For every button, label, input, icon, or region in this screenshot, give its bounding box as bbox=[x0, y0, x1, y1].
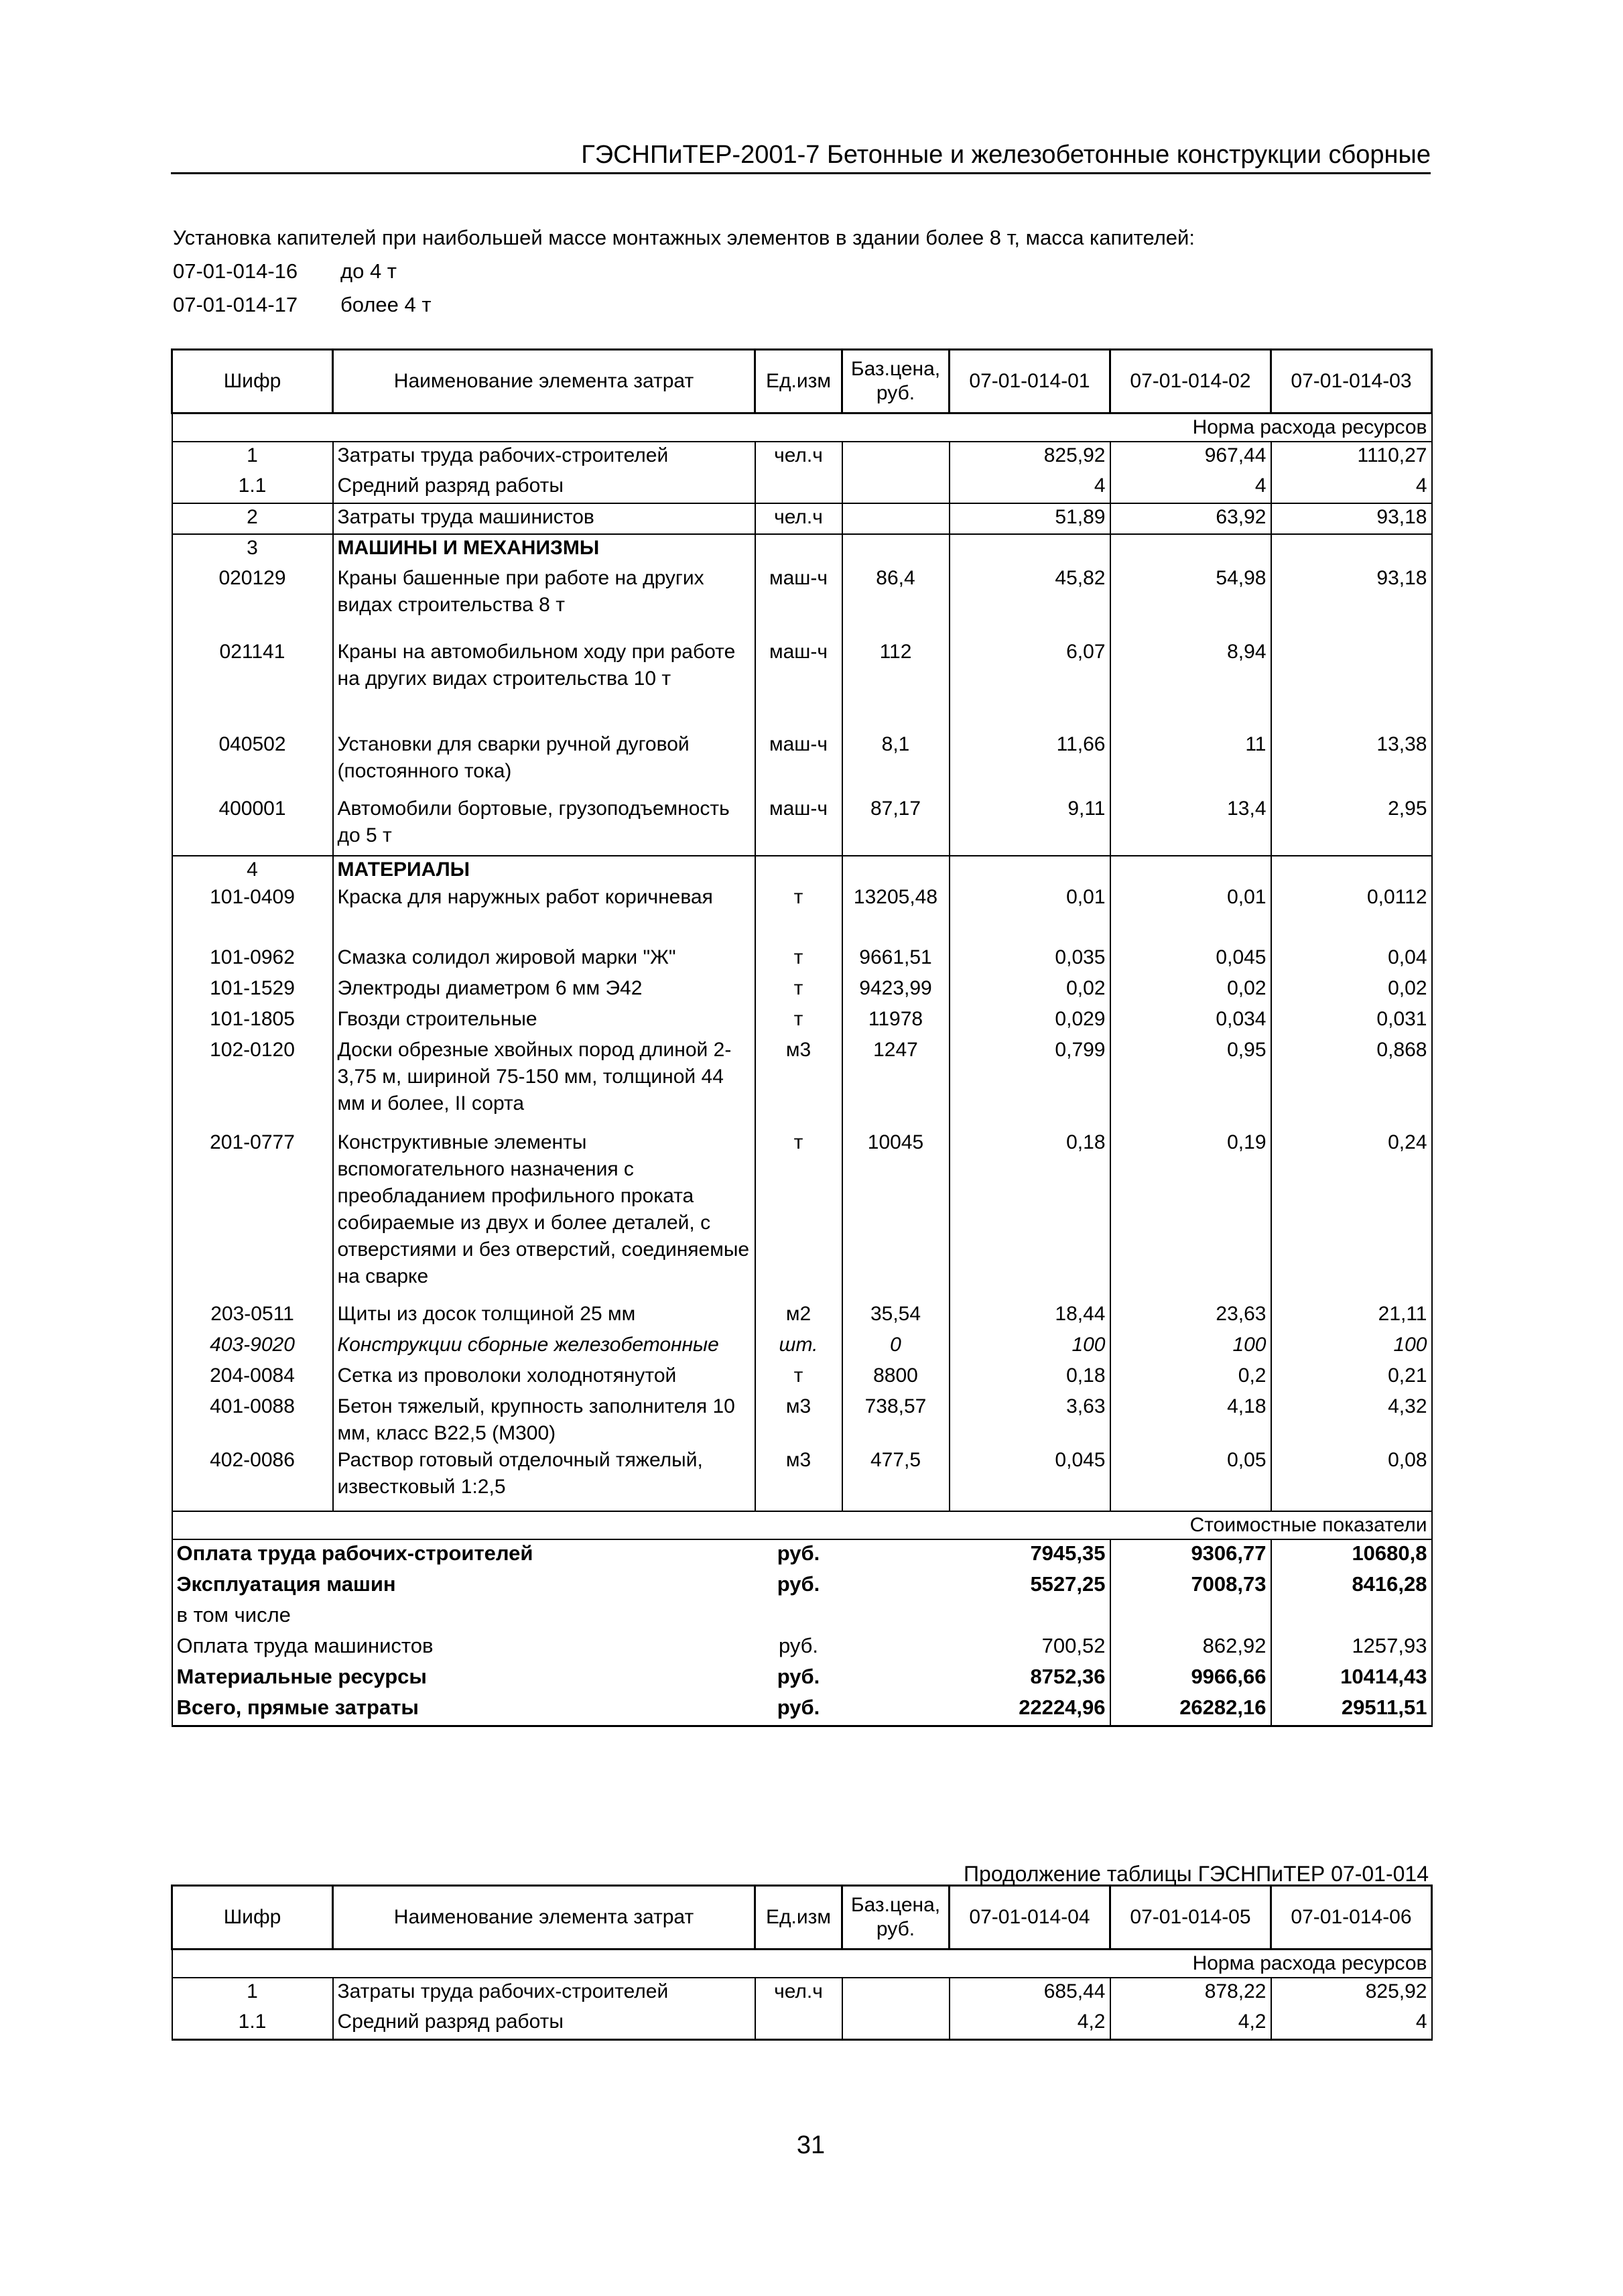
row-value bbox=[1271, 856, 1432, 884]
stoimost-label: Стоимостные показатели bbox=[172, 1511, 1432, 1539]
col-header: 07-01-014-01 bbox=[950, 350, 1110, 413]
norms-table bbox=[171, 348, 1433, 1727]
row-value: 54,98 bbox=[1110, 565, 1271, 639]
table-row bbox=[172, 639, 1432, 731]
row-unit bbox=[755, 856, 842, 884]
row-unit: м3 bbox=[755, 1037, 842, 1129]
page-number: 31 bbox=[796, 2131, 826, 2159]
row-value: 0,034 bbox=[1110, 1006, 1271, 1037]
col-header: Ед.изм bbox=[755, 350, 842, 413]
row-code: 402-0086 bbox=[172, 1447, 333, 1511]
row-value: 0,2 bbox=[1110, 1362, 1271, 1393]
table-row bbox=[172, 944, 1432, 975]
row-code: 020129 bbox=[172, 565, 333, 639]
norma-label: Норма расхода ресурсов bbox=[172, 413, 1432, 442]
row-price bbox=[842, 1978, 950, 2008]
row-price: 35,54 bbox=[842, 1301, 950, 1332]
row-value bbox=[1271, 639, 1432, 731]
row-value: 0,045 bbox=[1110, 944, 1271, 975]
row-value: 51,89 bbox=[950, 503, 1110, 534]
row-name: Установки для сварки ручной дуговой (постоянного тока) bbox=[333, 731, 755, 795]
summary-price bbox=[842, 1571, 950, 1602]
row-name: Средний разряд работы bbox=[333, 2008, 755, 2039]
row-name: Затраты труда рабочих-строителей bbox=[333, 1978, 755, 2008]
intro-block bbox=[173, 221, 1195, 322]
table-row bbox=[172, 534, 1432, 565]
row-value: 0,799 bbox=[950, 1037, 1110, 1129]
row-value: 0,05 bbox=[1110, 1447, 1271, 1511]
table-row bbox=[172, 1978, 1432, 2008]
col-header: 07-01-014-05 bbox=[1110, 1886, 1271, 1950]
row-value: 0,035 bbox=[950, 944, 1110, 975]
table-row bbox=[172, 1006, 1432, 1037]
row-unit: м3 bbox=[755, 1393, 842, 1447]
row-value: 825,92 bbox=[950, 442, 1110, 472]
row-value: 63,92 bbox=[1110, 503, 1271, 534]
row-code: 400001 bbox=[172, 795, 333, 856]
row-value: 0,08 bbox=[1271, 1447, 1432, 1511]
row-price: 1247 bbox=[842, 1037, 950, 1129]
row-unit: т bbox=[755, 944, 842, 975]
row-value: 4 bbox=[950, 472, 1110, 503]
row-value: 93,18 bbox=[1271, 565, 1432, 639]
table-row bbox=[172, 731, 1432, 795]
row-value: 0,029 bbox=[950, 1006, 1110, 1037]
row-unit: м2 bbox=[755, 1301, 842, 1332]
table-row bbox=[172, 2008, 1432, 2039]
row-value: 21,11 bbox=[1271, 1301, 1432, 1332]
row-unit: шт. bbox=[755, 1332, 842, 1362]
table-row bbox=[172, 1129, 1432, 1301]
summary-value: 862,92 bbox=[1110, 1633, 1271, 1663]
row-value: 45,82 bbox=[950, 565, 1110, 639]
summary-row bbox=[172, 1694, 1432, 1726]
row-value: 878,22 bbox=[1110, 1978, 1271, 2008]
row-value: 2,95 bbox=[1271, 795, 1432, 856]
summary-value: 1257,93 bbox=[1271, 1633, 1432, 1663]
row-value: 13,38 bbox=[1271, 731, 1432, 795]
row-value: 93,18 bbox=[1271, 503, 1432, 534]
row-value: 0,24 bbox=[1271, 1129, 1432, 1301]
summary-row bbox=[172, 1633, 1432, 1663]
row-price: 112 bbox=[842, 639, 950, 731]
summary-price bbox=[842, 1539, 950, 1571]
norma-label: Норма расхода ресурсов bbox=[172, 1950, 1432, 1978]
table-row bbox=[172, 1332, 1432, 1362]
row-price: 87,17 bbox=[842, 795, 950, 856]
row-price: 477,5 bbox=[842, 1447, 950, 1511]
row-code: 1 bbox=[172, 1978, 333, 2008]
table-row bbox=[172, 884, 1432, 944]
row-code: 101-1529 bbox=[172, 975, 333, 1006]
row-unit: чел.ч bbox=[755, 442, 842, 472]
row-price: 9661,51 bbox=[842, 944, 950, 975]
table-row bbox=[172, 1037, 1432, 1129]
row-value: 13,4 bbox=[1110, 795, 1271, 856]
row-code: 401-0088 bbox=[172, 1393, 333, 1447]
summary-value: 22224,96 bbox=[950, 1694, 1110, 1726]
row-unit: т bbox=[755, 975, 842, 1006]
summary-value: 8752,36 bbox=[950, 1663, 1110, 1694]
summary-value bbox=[1271, 1602, 1432, 1633]
summary-row bbox=[172, 1539, 1432, 1571]
summary-value: 10414,43 bbox=[1271, 1663, 1432, 1694]
row-name: Краны на автомобильном ходу при работе на других видах строительства 10 т bbox=[333, 639, 755, 731]
summary-value: 7945,35 bbox=[950, 1539, 1110, 1571]
row-code: 3 bbox=[172, 534, 333, 565]
row-unit: маш-ч bbox=[755, 565, 842, 639]
summary-price bbox=[842, 1633, 950, 1663]
row-value bbox=[1110, 534, 1271, 565]
row-price: 9423,99 bbox=[842, 975, 950, 1006]
col-header: Шифр bbox=[172, 1886, 333, 1950]
summary-row bbox=[172, 1663, 1432, 1694]
row-value bbox=[950, 534, 1110, 565]
table-row bbox=[172, 1301, 1432, 1332]
row-value: 825,92 bbox=[1271, 1978, 1432, 2008]
row-value: 4 bbox=[1271, 2008, 1432, 2039]
row-unit bbox=[755, 472, 842, 503]
row-value: 967,44 bbox=[1110, 442, 1271, 472]
row-value: 0,868 bbox=[1271, 1037, 1432, 1129]
row-value: 0,19 bbox=[1110, 1129, 1271, 1301]
row-value: 0,01 bbox=[1110, 884, 1271, 944]
col-header: 07-01-014-06 bbox=[1271, 1886, 1432, 1950]
row-value: 0,18 bbox=[950, 1362, 1110, 1393]
row-price bbox=[842, 2008, 950, 2039]
row-value: 6,07 bbox=[950, 639, 1110, 731]
row-value: 685,44 bbox=[950, 1978, 1110, 2008]
row-value: 11 bbox=[1110, 731, 1271, 795]
table-row bbox=[172, 472, 1432, 503]
row-price: 8,1 bbox=[842, 731, 950, 795]
row-value: 23,63 bbox=[1110, 1301, 1271, 1332]
row-unit: м3 bbox=[755, 1447, 842, 1511]
intro-item-text: более 4 т bbox=[340, 293, 432, 316]
summary-value bbox=[950, 1602, 1110, 1633]
row-value: 100 bbox=[1271, 1332, 1432, 1362]
row-code: 040502 bbox=[172, 731, 333, 795]
row-price bbox=[842, 856, 950, 884]
summary-row bbox=[172, 1571, 1432, 1602]
summary-unit: руб. bbox=[777, 1541, 820, 1565]
summary-label: Оплата труда машинистов bbox=[172, 1633, 755, 1663]
row-unit: маш-ч bbox=[755, 795, 842, 856]
row-name: Средний разряд работы bbox=[333, 472, 755, 503]
row-value: 11,66 bbox=[950, 731, 1110, 795]
row-code: 1.1 bbox=[172, 472, 333, 503]
row-code: 102-0120 bbox=[172, 1037, 333, 1129]
row-value: 0,045 bbox=[950, 1447, 1110, 1511]
row-code: 2 bbox=[172, 503, 333, 534]
table-row bbox=[172, 1447, 1432, 1511]
page-header: ГЭСНПиТЕР-2001-7 Бетонные и железобетонные конструкции сборные bbox=[171, 137, 1431, 174]
summary-value: 9966,66 bbox=[1110, 1663, 1271, 1694]
row-unit: т bbox=[755, 1006, 842, 1037]
table-row bbox=[172, 442, 1432, 472]
row-name: Смазка солидол жировой марки "Ж" bbox=[333, 944, 755, 975]
row-code: 1.1 bbox=[172, 2008, 333, 2039]
row-price: 86,4 bbox=[842, 565, 950, 639]
summary-value: 29511,51 bbox=[1271, 1694, 1432, 1726]
table-row bbox=[172, 1393, 1432, 1447]
row-price: 10045 bbox=[842, 1129, 950, 1301]
row-value bbox=[1271, 534, 1432, 565]
summary-label: Эксплуатация машин bbox=[172, 1571, 755, 1602]
row-price: 0 bbox=[842, 1332, 950, 1362]
summary-unit bbox=[755, 1602, 842, 1633]
summary-unit: руб. bbox=[777, 1572, 820, 1596]
summary-unit: руб. bbox=[778, 1634, 819, 1657]
row-name: Краска для наружных работ коричневая bbox=[333, 884, 755, 944]
row-name: Краны башенные при работе на других видах строительства 8 т bbox=[333, 565, 755, 639]
row-name: МАТЕРИАЛЫ bbox=[333, 856, 755, 884]
summary-value: 8416,28 bbox=[1271, 1571, 1432, 1602]
row-name: Затраты труда машинистов bbox=[333, 503, 755, 534]
summary-value: 5527,25 bbox=[950, 1571, 1110, 1602]
row-price: 11978 bbox=[842, 1006, 950, 1037]
continuation-table bbox=[171, 1885, 1433, 2041]
row-value: 0,18 bbox=[950, 1129, 1110, 1301]
intro-item-code: 07-01-014-16 bbox=[173, 259, 298, 283]
row-value: 0,02 bbox=[950, 975, 1110, 1006]
row-value bbox=[950, 856, 1110, 884]
row-price bbox=[842, 442, 950, 472]
norma-row bbox=[172, 413, 1432, 442]
summary-price bbox=[842, 1694, 950, 1726]
intro-item bbox=[173, 288, 1195, 322]
col-header: 07-01-014-03 bbox=[1271, 350, 1432, 413]
col-header: Баз.цена, руб. bbox=[842, 350, 950, 413]
row-name: Затраты труда рабочих-строителей bbox=[333, 442, 755, 472]
row-price bbox=[842, 534, 950, 565]
table-header-row bbox=[172, 350, 1432, 413]
row-value: 4 bbox=[1271, 472, 1432, 503]
summary-value: 9306,77 bbox=[1110, 1539, 1271, 1571]
table-row bbox=[172, 503, 1432, 534]
col-header: Ед.изм bbox=[755, 1886, 842, 1950]
summary-label: в том числе bbox=[172, 1602, 755, 1633]
summary-label: Всего, прямые затраты bbox=[172, 1694, 755, 1726]
table-row bbox=[172, 975, 1432, 1006]
norma-row bbox=[172, 1950, 1432, 1978]
row-unit bbox=[755, 534, 842, 565]
continuation-caption: Продолжение таблицы ГЭСНПиТЕР 07-01-014 bbox=[964, 1862, 1429, 1886]
row-name: Щиты из досок толщиной 25 мм bbox=[333, 1301, 755, 1332]
row-value: 0,02 bbox=[1271, 975, 1432, 1006]
table-header-row bbox=[172, 1886, 1432, 1950]
col-header: Наименование элемента затрат bbox=[333, 1886, 755, 1950]
summary-price bbox=[842, 1602, 950, 1633]
row-value: 1110,27 bbox=[1271, 442, 1432, 472]
row-value: 4,32 bbox=[1271, 1393, 1432, 1447]
row-value bbox=[1110, 856, 1271, 884]
row-unit: чел.ч bbox=[755, 503, 842, 534]
row-value: 3,63 bbox=[950, 1393, 1110, 1447]
row-unit: маш-ч bbox=[755, 731, 842, 795]
summary-row bbox=[172, 1602, 1432, 1633]
row-code: 403-9020 bbox=[172, 1332, 333, 1362]
row-name: МАШИНЫ И МЕХАНИЗМЫ bbox=[333, 534, 755, 565]
row-name: Доски обрезные хвойных пород длиной 2-3,75 м, шириной 75-150 мм, толщиной 44 мм и более, II сорта bbox=[333, 1037, 755, 1129]
row-unit: маш-ч bbox=[755, 639, 842, 731]
row-name: Конструкции сборные железобетонные bbox=[333, 1332, 755, 1362]
col-header: Шифр bbox=[172, 350, 333, 413]
row-name: Конструктивные элементы вспомогательного назначения с преобладанием профильного проката собираемые из двух и более деталей, с отверстиями и без отверстий, соединяемые на сварке bbox=[333, 1129, 755, 1301]
summary-value: 7008,73 bbox=[1110, 1571, 1271, 1602]
row-value: 100 bbox=[1110, 1332, 1271, 1362]
row-value: 4 bbox=[1110, 472, 1271, 503]
summary-value: 700,52 bbox=[950, 1633, 1110, 1663]
col-header: Баз.цена, руб. bbox=[842, 1886, 950, 1950]
intro-item-text: до 4 т bbox=[340, 259, 397, 283]
col-header: 07-01-014-02 bbox=[1110, 350, 1271, 413]
intro-item-code: 07-01-014-17 bbox=[173, 293, 298, 316]
row-value: 0,95 bbox=[1110, 1037, 1271, 1129]
row-code: 203-0511 bbox=[172, 1301, 333, 1332]
row-value: 4,18 bbox=[1110, 1393, 1271, 1447]
row-code: 1 bbox=[172, 442, 333, 472]
summary-value: 26282,16 bbox=[1110, 1694, 1271, 1726]
table-row bbox=[172, 565, 1432, 639]
row-name: Раствор готовый отделочный тяжелый, известковый 1:2,5 bbox=[333, 1447, 755, 1511]
row-value: 100 bbox=[950, 1332, 1110, 1362]
row-name: Электроды диаметром 6 мм Э42 bbox=[333, 975, 755, 1006]
row-value: 9,11 bbox=[950, 795, 1110, 856]
row-code: 101-0962 bbox=[172, 944, 333, 975]
col-header: Наименование элемента затрат bbox=[333, 350, 755, 413]
row-value: 0,01 bbox=[950, 884, 1110, 944]
row-code: 4 bbox=[172, 856, 333, 884]
row-code: 101-0409 bbox=[172, 884, 333, 944]
row-value: 0,0112 bbox=[1271, 884, 1432, 944]
table-row bbox=[172, 1362, 1432, 1393]
table-row bbox=[172, 856, 1432, 884]
row-unit bbox=[755, 2008, 842, 2039]
row-price bbox=[842, 472, 950, 503]
row-value: 0,031 bbox=[1271, 1006, 1432, 1037]
summary-price bbox=[842, 1663, 950, 1694]
row-value: 4,2 bbox=[950, 2008, 1110, 2039]
row-name: Сетка из проволоки холоднотянутой bbox=[333, 1362, 755, 1393]
row-code: 204-0084 bbox=[172, 1362, 333, 1393]
row-code: 101-1805 bbox=[172, 1006, 333, 1037]
summary-value: 10680,8 bbox=[1271, 1539, 1432, 1571]
row-name: Гвозди строительные bbox=[333, 1006, 755, 1037]
summary-label: Оплата труда рабочих-строителей bbox=[172, 1539, 755, 1571]
summary-unit: руб. bbox=[755, 1694, 842, 1726]
row-code: 021141 bbox=[172, 639, 333, 731]
row-unit: чел.ч bbox=[755, 1978, 842, 2008]
row-value: 0,21 bbox=[1271, 1362, 1432, 1393]
row-unit: т bbox=[755, 1362, 842, 1393]
stoimost-row bbox=[172, 1511, 1432, 1539]
table-row bbox=[172, 795, 1432, 856]
summary-unit: руб. bbox=[777, 1665, 820, 1688]
row-name: Автомобили бортовые, грузоподъемность до 5 т bbox=[333, 795, 755, 856]
row-price bbox=[842, 503, 950, 534]
row-price: 738,57 bbox=[842, 1393, 950, 1447]
row-code: 201-0777 bbox=[172, 1129, 333, 1301]
row-value: 8,94 bbox=[1110, 639, 1271, 731]
col-header: 07-01-014-04 bbox=[950, 1886, 1110, 1950]
summary-label: Материальные ресурсы bbox=[172, 1663, 755, 1694]
row-unit: т bbox=[755, 1129, 842, 1301]
intro-title: Установка капителей при наибольшей массе монтажных элементов в здании более 8 т, масса капителей: bbox=[173, 226, 1195, 249]
summary-value bbox=[1110, 1602, 1271, 1633]
row-value: 4,2 bbox=[1110, 2008, 1271, 2039]
row-value: 0,04 bbox=[1271, 944, 1432, 975]
row-value: 0,02 bbox=[1110, 975, 1271, 1006]
row-value: 18,44 bbox=[950, 1301, 1110, 1332]
row-price: 13205,48 bbox=[842, 884, 950, 944]
row-unit: т bbox=[755, 884, 842, 944]
row-price: 8800 bbox=[842, 1362, 950, 1393]
row-name: Бетон тяжелый, крупность заполнителя 10 мм, класс В22,5 (М300) bbox=[333, 1393, 755, 1447]
intro-item bbox=[173, 255, 1195, 288]
